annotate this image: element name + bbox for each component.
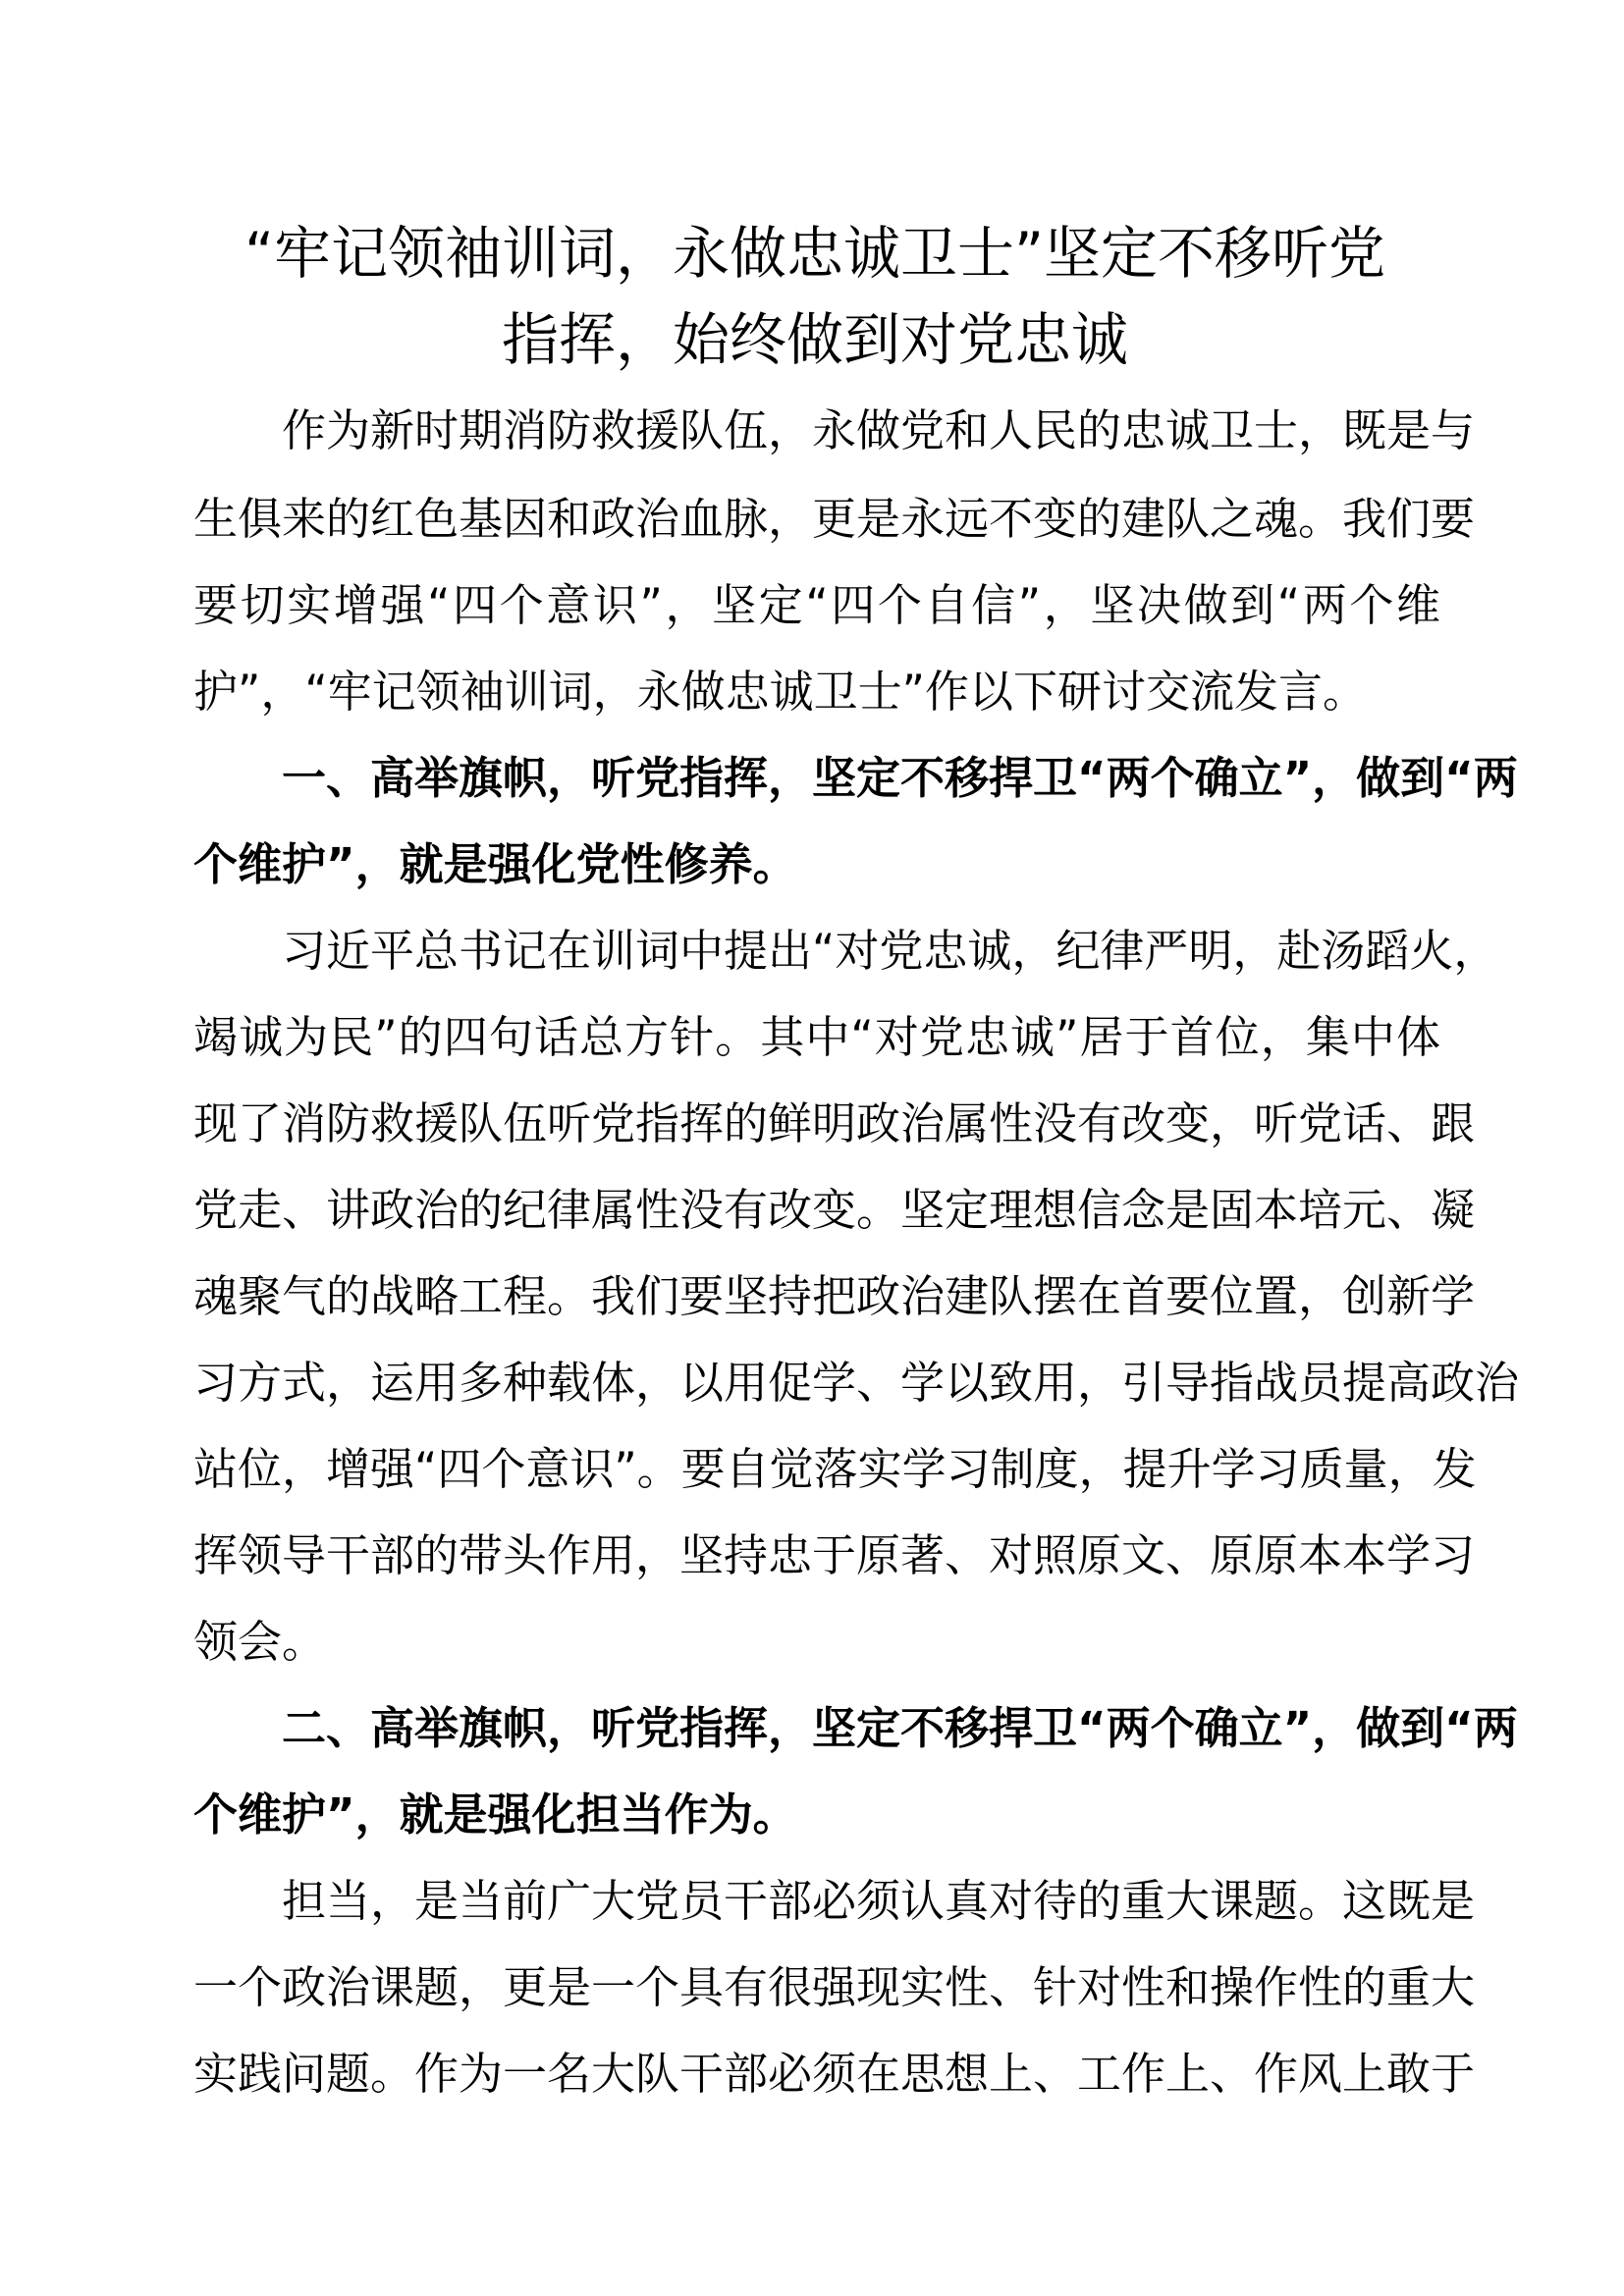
paragraph-intro-line: 护”，“牢记领袖训词，永做忠诚卫士”作以下研讨交流发言。: [193, 666, 1367, 718]
paragraph-intro-line: 要切实增强“四个意识”，坚定“四个自信”，坚决做到“两个维: [193, 579, 1440, 631]
paragraph-section-1-line: 党走、讲政治的纪律属性没有改变。坚定理想信念是固本培元、凝: [193, 1184, 1476, 1236]
paragraph-section-1-line: 竭诚为民”的四句话总方针。其中“对党忠诚”居于首位，集中体: [193, 1011, 1440, 1063]
paragraph-section-2-line: 一个政治课题，更是一个具有很强现实性、针对性和操作性的重大: [193, 1961, 1476, 2013]
section-heading-1-line: 个维护”，就是强化党性修养。: [193, 838, 797, 890]
document-title-line-1: “牢记领袖训词，永做忠诚卫士”坚定不移听党: [244, 220, 1386, 287]
paragraph-section-1-line: 魂聚气的战略工程。我们要坚持把政治建队摆在首要位置，创新学: [193, 1270, 1476, 1322]
paragraph-section-1-line: 领会。: [193, 1616, 327, 1668]
paragraph-section-2-line: 担当，是当前广大党员干部必须认真对待的重大课题。这既是: [282, 1875, 1476, 1927]
paragraph-section-1-line: 习方式，运用多种载体，以用促学、学以致用，引导指战员提高政治: [193, 1357, 1520, 1409]
section-heading-1-line: 一、高举旗帜，听党指挥，坚定不移捍卫“两个确立”，做到“两: [282, 752, 1518, 804]
paragraph-section-1-line: 挥领导干部的带头作用，坚持忠于原著、对照原文、原原本本学习: [193, 1529, 1476, 1581]
section-heading-2-line: 二、高举旗帜，听党指挥，坚定不移捍卫“两个确立”，做到“两: [282, 1702, 1518, 1754]
paragraph-section-2-line: 实践问题。作为一名大队干部必须在思想上、工作上、作风上敢于: [193, 2048, 1476, 2100]
paragraph-intro-line: 作为新时期消防救援队伍，永做党和人民的忠诚卫士，既是与: [282, 404, 1476, 456]
paragraph-intro-line: 生俱来的红色基因和政治血脉，更是永远不变的建队之魂。我们要: [193, 493, 1476, 545]
document-title-line-2: 指挥，始终做到对党忠诚: [501, 306, 1128, 373]
paragraph-section-1-line: 现了消防救援队伍听党指挥的鲜明政治属性没有改变，听党话、跟: [193, 1097, 1476, 1149]
paragraph-section-1-line: 站位，增强“四个意识”。要自觉落实学习制度，提升学习质量，发: [193, 1443, 1477, 1495]
section-heading-2-line: 个维护”，就是强化担当作为。: [193, 1789, 797, 1841]
paragraph-section-1-line: 习近平总书记在训词中提出“对党忠诚，纪律严明，赴汤蹈火，: [282, 925, 1498, 977]
